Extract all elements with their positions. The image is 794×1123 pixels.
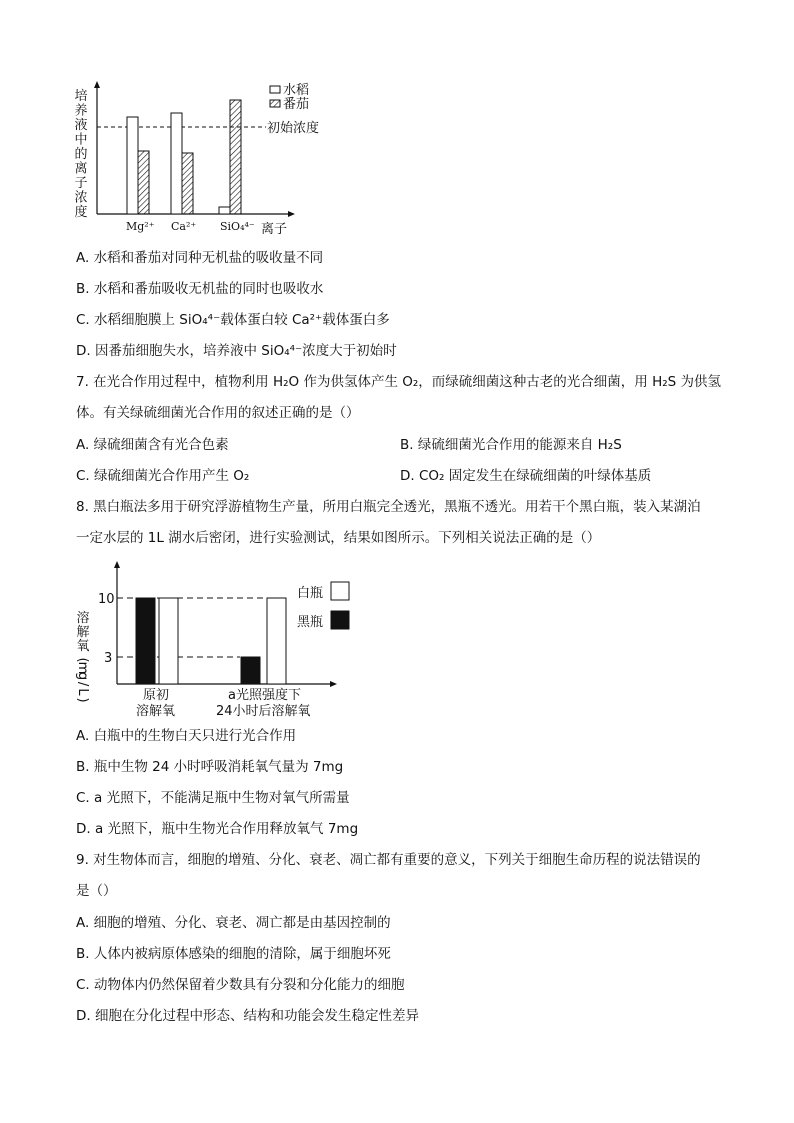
q6-option-c: C. 水稻细胞膜上 SiO₄⁴⁻载体蛋白较 Ca²⁺载体蛋白多 xyxy=(76,312,390,328)
q9-option-c: C. 动物体内仍然保留着少数具有分裂和分化能力的细胞 xyxy=(76,977,405,993)
group1-label-line1: 原初 xyxy=(143,688,170,703)
q7-stem-line1: 7. 在光合作用过程中，植物利用 H₂O 作为供氢体产生 O₂，而绿硫细菌这种古老的光合细菌，用 H₂S 为供氢 xyxy=(76,374,721,390)
q8-option-c: C. a 光照下，不能满足瓶中生物对氧气所需量 xyxy=(76,790,350,806)
q9-option-b: B. 人体内被病原体感染的细胞的清除，属于细胞坏死 xyxy=(76,946,391,962)
legend-rice-label: 水稻 xyxy=(283,83,310,98)
q7-stem-line2: 体。有关绿硫细菌光合作用的叙述正确的是（） xyxy=(76,405,360,421)
ylabel-glyph: 离 xyxy=(74,161,88,177)
legend-black-swatch xyxy=(331,611,349,629)
q7-option-c: C. 绿硫细菌光合作用产生 O₂ xyxy=(76,468,250,484)
ylabel-glyph: 中 xyxy=(74,132,88,148)
xtick-si: SiO₄⁴⁻ xyxy=(220,220,255,233)
xtick-mg: Mg²⁺ xyxy=(126,220,155,233)
q6-option-a: A. 水稻和番茄对同种无机盐的吸收量不同 xyxy=(76,250,324,266)
q7-option-d: D. CO₂ 固定发生在绿硫细菌的叶绿体基质 xyxy=(400,468,652,484)
ylabel-glyph: 氧 xyxy=(76,639,90,654)
group2-label-line2: 24小时后溶解氧 xyxy=(216,704,311,719)
ylabel-glyph: m xyxy=(75,661,90,675)
q8-option-d: D. a 光照下，瓶中生物光合作用释放氧气 7mg xyxy=(76,821,359,837)
q9-option-d: D. 细胞在分化过程中形态、结构和功能会发生稳定性差异 xyxy=(76,1008,419,1024)
legend-rice-swatch xyxy=(270,86,280,93)
ytick-10: 10 xyxy=(98,592,115,607)
ylabel-glyph: 浓 xyxy=(74,190,88,206)
q7-option-b: B. 绿硫细菌光合作用的能源来自 H₂S xyxy=(400,437,622,453)
q9-option-a: A. 细胞的增殖、分化、衰老、凋亡都是由基因控制的 xyxy=(76,915,391,931)
q8-option-b: B. 瓶中生物 24 小时呼吸消耗氧气量为 7mg xyxy=(76,759,344,775)
ylabel-glyph: / xyxy=(75,681,90,687)
ytick-3: 3 xyxy=(104,651,113,666)
initial-concentration-label: 初始浓度 xyxy=(267,121,320,136)
ylabel-glyph: 液 xyxy=(74,118,88,133)
chart2-ylabel xyxy=(75,610,90,703)
q9-stem-line1: 9. 对生物体而言，细胞的增殖、分化、衰老、凋亡都有重要的意义，下列关于细胞生命历程的说法错误的 xyxy=(76,852,701,868)
ylabel-glyph: 度 xyxy=(74,205,88,220)
bar-black-initial xyxy=(136,598,155,684)
ylabel-glyph: 的 xyxy=(74,147,88,162)
ylabel-glyph: ) xyxy=(75,697,90,703)
ylabel-glyph: 子 xyxy=(74,176,88,191)
ylabel-glyph: g xyxy=(75,671,90,681)
q8-stem-line2: 一定水层的 1L 湖水后密闭，进行实验测试，结果如图所示。下列相关说法正确的是（） xyxy=(76,530,601,546)
chart1-ylabel xyxy=(74,89,87,220)
bar-white-initial xyxy=(159,598,178,684)
bar-rice-si xyxy=(219,207,230,214)
q6-option-b: B. 水稻和番茄吸收无机盐的同时也吸收水 xyxy=(76,281,324,297)
legend-tomato-swatch xyxy=(270,100,280,107)
bar-rice-ca xyxy=(171,113,182,214)
q7-option-a: A. 绿硫细菌含有光合色素 xyxy=(76,437,229,453)
xtick-ca: Ca²⁺ xyxy=(171,220,197,233)
bar-tomato-ca xyxy=(182,153,193,214)
bar-tomato-si xyxy=(230,100,241,214)
bar-white-24h xyxy=(267,598,286,684)
q6-option-d: D. 因番茄细胞失水，培养液中 SiO₄⁴⁻浓度大于初始时 xyxy=(76,343,397,359)
bar-rice-mg xyxy=(127,117,138,214)
q9-stem-line2: 是（） xyxy=(76,883,117,899)
legend-white-label: 白瓶 xyxy=(297,586,324,601)
ylabel-glyph: L xyxy=(75,688,90,696)
bar-tomato-mg xyxy=(138,151,149,214)
ylabel-glyph: 养 xyxy=(74,103,88,119)
legend-tomato-label: 番茄 xyxy=(283,97,310,112)
bar-black-24h xyxy=(241,657,260,684)
q8-stem-line1: 8. 黑白瓶法多用于研究浮游植物生产量，所用白瓶完全透光，黑瓶不透光。用若干个黑白瓶，装入某湖泊 xyxy=(76,499,701,515)
ylabel-glyph: 溶 xyxy=(76,611,90,626)
legend-white-swatch xyxy=(331,582,349,600)
q8-option-a: A. 白瓶中的生物白天只进行光合作用 xyxy=(76,728,297,744)
ylabel-glyph: ( xyxy=(75,657,90,663)
ylabel-glyph: 解 xyxy=(76,625,90,640)
group1-label-line2: 溶解氧 xyxy=(136,704,176,719)
group2-label-line1: a光照强度下 xyxy=(228,688,301,703)
legend-black-label: 黑瓶 xyxy=(297,615,324,630)
ion-concentration-chart xyxy=(70,78,340,238)
dissolved-oxygen-chart xyxy=(70,560,370,725)
ylabel-glyph: 培 xyxy=(74,89,88,104)
chart1-xlabel: 离子 xyxy=(261,222,288,237)
